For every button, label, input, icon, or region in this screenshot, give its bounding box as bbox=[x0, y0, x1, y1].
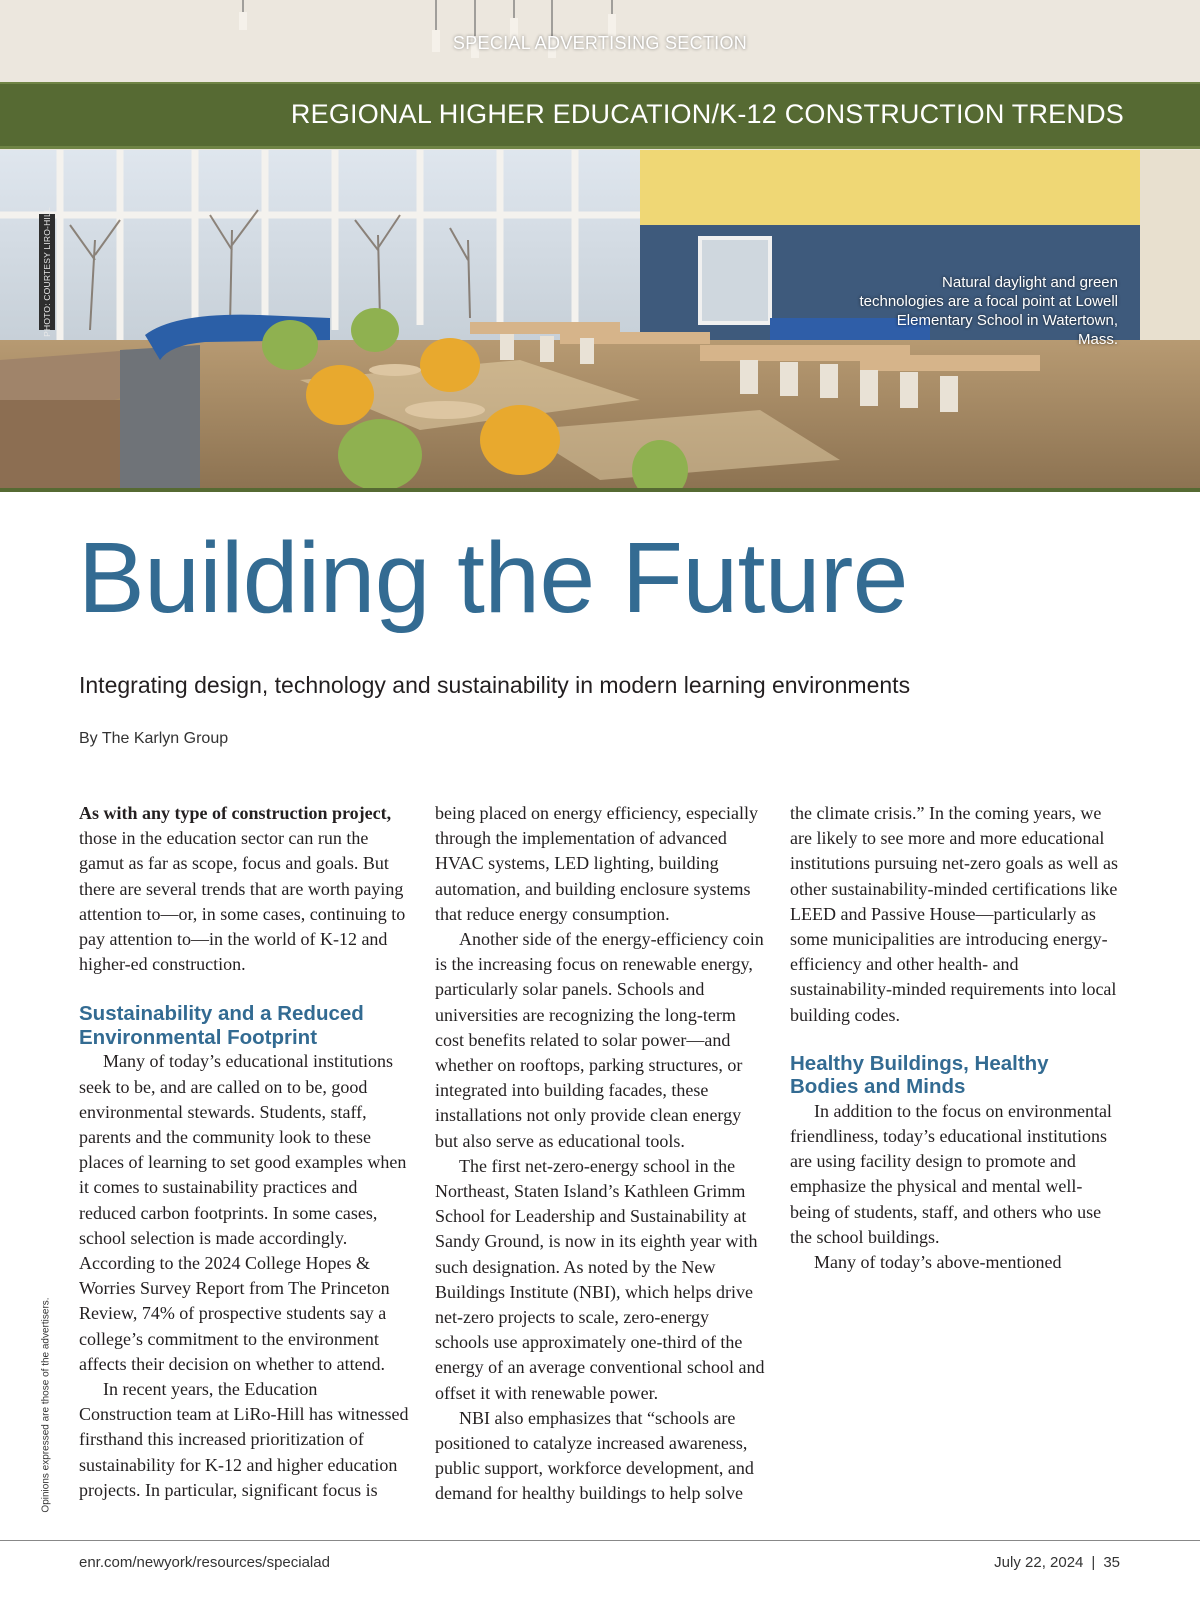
body-paragraph-continued: the climate crisis.” In the coming years, we are likely to see more and more educational institutions pursuing net-zero goals as well as other sustainability-minded certifications like LEED and Passive House—particularly as some municipalities are introducing energy-efficiency and other health- and sustainability-minded requirements into local building codes. bbox=[790, 803, 1118, 1025]
photo-credit bbox=[39, 207, 55, 337]
intro-paragraph bbox=[79, 801, 409, 977]
subhead-sustainability: Sustainability and a Reduced Environmental Footprint bbox=[79, 1002, 364, 1049]
paragraph-2-text: In recent years, the Education Construction team at LiRo-Hill has witnessed firsthand this increased prioritization of sustainability for K-12 and higher education projects. In particular, significant focus is bbox=[79, 1379, 409, 1500]
page-number: 35 bbox=[1103, 1554, 1120, 1571]
body-paragraph: Many of today’s educational institutions seek to be, and are called on to be, good environmental stewards. Students, staff, parents and the community look to these places of learning to set good examples when it comes to sustainability practices and reduced carbon footprints. In some cases, school selection is made accordingly. According to the 2024 College Hopes & Worries Survey Report from The Princeton Review, 74% of prospective students say a college’s commitment to the environment affects their decision on whether to attend. bbox=[79, 1051, 407, 1374]
footer-date: July 22, 2024 bbox=[994, 1554, 1084, 1571]
classroom-photo-illustration bbox=[0, 0, 1200, 492]
band-title: REGIONAL HIGHER EDUCATION/K-12 CONSTRUCTION TRENDS bbox=[290, 99, 1124, 129]
body-paragraph: In addition to the focus on environmental friendliness, today’s educational institutions are using facility design to promote and emphasize the physical and mental well-being of students, staff, and others who use the school buildings. bbox=[790, 1100, 1112, 1247]
photo-caption: Natural daylight and green technologies are a focal point at Lowell Elementary School in Watertown, Mass. bbox=[859, 274, 1118, 348]
body-paragraph: Another side of the energy-efficiency coin is the increasing focus on renewable energy, particularly solar panels. Schools and universities are recognizing the long-term cost benefits related to solar power—and whether on rooftops, parking structures, or integrated into building facades, these installations not only provide clean energy but also serve as educational tools. bbox=[435, 929, 764, 1151]
body-paragraph: NBI also emphasizes that “schools are positioned to catalyze increased awareness, public support, workforce development, and demand for healthy buildings to help solve bbox=[435, 1407, 754, 1504]
intro-lead: As with any type of construction project, bbox=[79, 803, 392, 823]
body-paragraph-continued: being placed on energy efficiency, especially through the implementation of advanced HVAC systems, LED lighting, building automation, and building enclosure systems that reduce energy consumption. bbox=[435, 803, 759, 924]
body-paragraph: Many of today’s above-mentioned bbox=[814, 1252, 1062, 1273]
headline: Building the Future bbox=[78, 522, 908, 634]
photo-credit-text: PHOTO: COURTESY LIRO-HILL bbox=[42, 207, 52, 337]
hero-bottom-rule bbox=[0, 488, 1200, 492]
column-3 bbox=[790, 801, 1120, 1275]
hero-photo bbox=[0, 0, 1200, 492]
deck: Integrating design, technology and sustainability in modern learning environments bbox=[79, 672, 911, 698]
advertiser-notice-text: Opinions expressed are those of the advertisers. bbox=[40, 1297, 52, 1513]
advertiser-notice bbox=[40, 1297, 52, 1513]
body-paragraph: The first net-zero-energy school in the Northeast, Staten Island’s Kathleen Grimm School for Leadership and Sustainability at Sandy Ground, is now in its eighth year with such designation. As noted by the New Buildings Institute (NBI), which helps drive net-zero projects to scale, zero-energy schools use approximately one-third of the energy of an average conventional school and offset it with renewable power. bbox=[435, 1155, 765, 1403]
section-band bbox=[0, 82, 1200, 149]
footer-url: enr.com/newyork/resources/specialad bbox=[79, 1554, 330, 1571]
body-paragraph bbox=[79, 1377, 409, 1503]
byline: By The Karlyn Group bbox=[79, 730, 229, 747]
column-1 bbox=[79, 801, 409, 1503]
footer-separator: | bbox=[1091, 1554, 1096, 1571]
column-2 bbox=[435, 801, 765, 1507]
intro-rest: those in the education sector can run the gamut as far as scope, focus and goals. But there are several trends that are worth paying attention to—or, in some cases, continuing to pay attention to—in the world of K-12 and higher-ed construction. bbox=[79, 828, 406, 975]
footer-folio bbox=[994, 1554, 1120, 1571]
section-label: SPECIAL ADVERTISING SECTION bbox=[452, 33, 748, 53]
subhead-healthy-buildings: Healthy Buildings, Healthy Bodies and Minds bbox=[790, 1051, 1049, 1099]
footer-rule bbox=[0, 1540, 1200, 1541]
